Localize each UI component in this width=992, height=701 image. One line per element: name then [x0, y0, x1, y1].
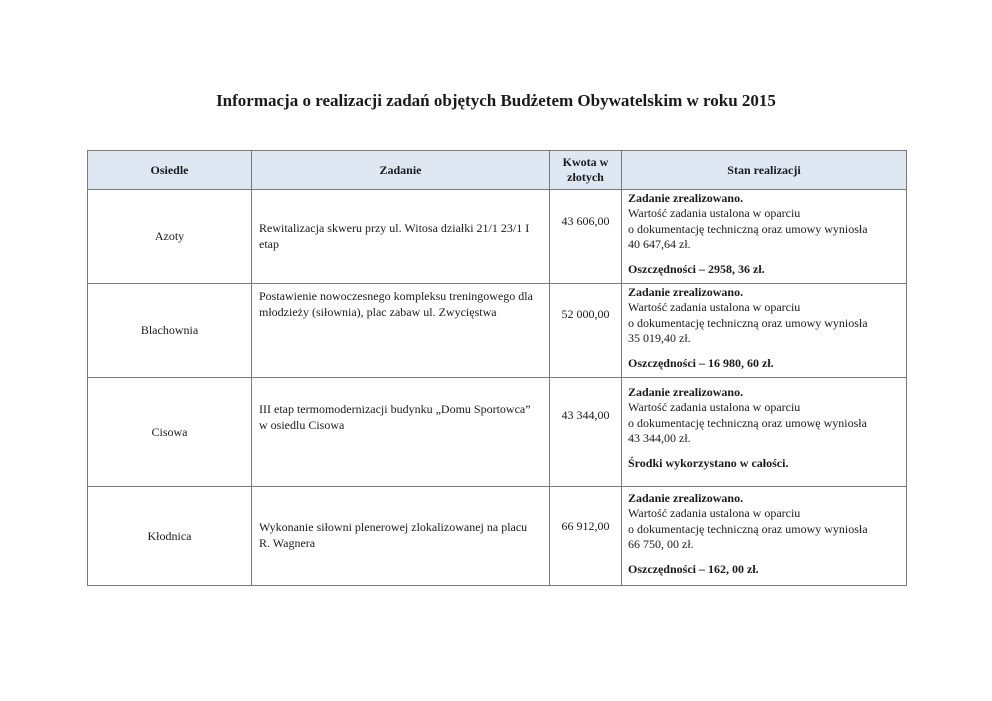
stan-summary: Oszczędności – 2958, 36 zł.: [628, 262, 765, 277]
header-zadanie: Zadanie: [252, 151, 550, 190]
stan-summary: Oszczędności – 16 980, 60 zł.: [628, 356, 774, 371]
header-kwota-line1: Kwota w: [562, 155, 609, 169]
cell-stan: [622, 487, 907, 586]
cell-stan: [622, 284, 907, 378]
stan-line: 66 750, 00 zł.: [628, 537, 694, 552]
stan-line: 40 647,64 zł.: [628, 237, 691, 252]
cell-stan: [622, 190, 907, 284]
header-kwota: [550, 151, 622, 190]
cell-zadanie: III etap termomodernizacji budynku „Domu Sportowca” w osiedlu Cisowa: [252, 378, 550, 487]
cell-zadanie: Rewitalizacja skweru przy ul. Witosa działki 21/1 23/1 I etap: [252, 190, 550, 284]
cell-stan: [622, 378, 907, 487]
stan-line: o dokumentację techniczną oraz umowę wyniosła: [628, 415, 867, 430]
stan-line: o dokumentację techniczną oraz umowy wyniosła: [628, 221, 868, 236]
stan-title: Zadanie zrealizowano.: [628, 191, 744, 205]
stan-line: Wartość zadania ustalona w oparciu: [628, 300, 801, 315]
stan-line: o dokumentację techniczną oraz umowy wyniosła: [628, 521, 868, 536]
cell-zadanie: Postawienie nowoczesnego kompleksu treningowego dla młodzieży (siłownia), plac zabaw ul. Zwycięstwa: [252, 284, 550, 378]
stan-summary: Środki wykorzystano w całości.: [628, 456, 789, 471]
cell-kwota: 66 912,00: [550, 487, 622, 586]
table-header-row: [88, 151, 907, 190]
header-kwota-line2: złotych: [567, 170, 604, 184]
stan-line: Wartość zadania ustalona w oparciu: [628, 506, 801, 521]
cell-osiedle: Kłodnica: [88, 487, 252, 586]
header-osiedle: Osiedle: [88, 151, 252, 190]
cell-kwota: 43 606,00: [550, 190, 622, 284]
stan-title: Zadanie zrealizowano.: [628, 285, 744, 299]
cell-osiedle: Azoty: [88, 190, 252, 284]
table-row: [88, 190, 907, 284]
cell-zadanie: Wykonanie siłowni plenerowej zlokalizowanej na placu R. Wagnera: [252, 487, 550, 586]
stan-line: Wartość zadania ustalona w oparciu: [628, 206, 801, 221]
cell-osiedle: Blachownia: [88, 284, 252, 378]
header-stan: Stan realizacji: [622, 151, 907, 190]
cell-osiedle: Cisowa: [88, 378, 252, 487]
stan-line: 43 344,00 zł.: [628, 431, 691, 446]
budget-table: [87, 150, 907, 586]
stan-title: Zadanie zrealizowano.: [628, 385, 744, 399]
page-title: Informacja o realizacji zadań objętych Budżetem Obywatelskim w roku 2015: [216, 91, 776, 110]
table-row: [88, 378, 907, 487]
stan-summary: Oszczędności – 162, 00 zł.: [628, 562, 759, 577]
stan-line: o dokumentację techniczną oraz umowy wyniosła: [628, 315, 868, 330]
stan-line: Wartość zadania ustalona w oparciu: [628, 400, 801, 415]
table-row: [88, 284, 907, 378]
cell-kwota: 43 344,00: [550, 378, 622, 487]
cell-kwota: 52 000,00: [550, 284, 622, 378]
stan-line: 35 019,40 zł.: [628, 331, 691, 346]
stan-title: Zadanie zrealizowano.: [628, 491, 744, 505]
table-row: [88, 487, 907, 586]
